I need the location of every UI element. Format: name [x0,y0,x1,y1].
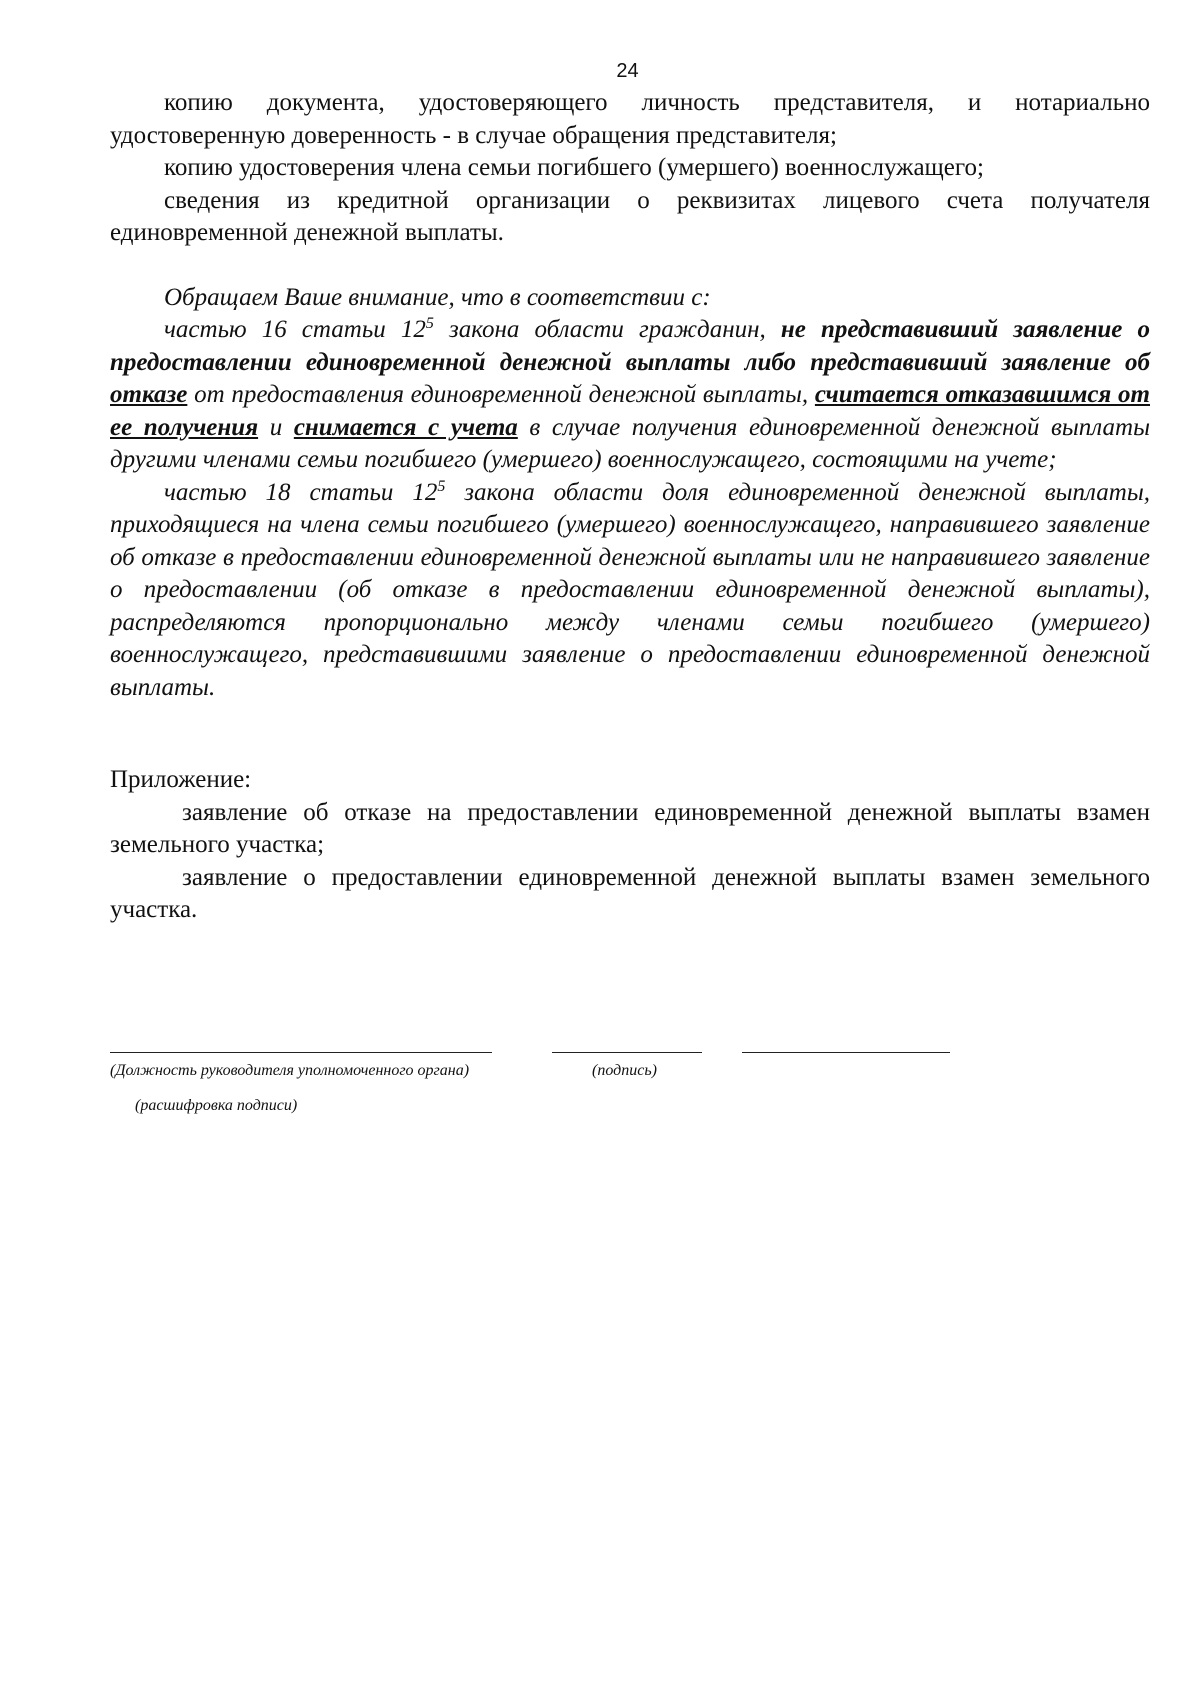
signature-label: (подпись) [592,1062,657,1079]
paragraph-family-certificate: копию удостоверения члена семьи погибшего (умершего) военнослужащего; [164,154,984,181]
notice-item-part16 [110,314,1150,477]
notice-text: и [258,413,294,441]
signature-line [552,1052,702,1053]
superscript: 5 [437,477,446,495]
document-body [110,87,1150,927]
notice-text: закона области доля единовременной денежной выплаты, приходящиеся на члена семьи погибшего (умершего) военнослужащего, направившего заявление об отказе в предоставлении единовременной денежной выплаты или не направившего заявление о предоставлении (об отказе в предоставлении единовременной денежной выплаты), распределяются пропорционально между членами семьи погибшего (умершего) военнослужащего, представившими заявление о предоставлении единовременной денежной выплаты. [110,478,1151,701]
superscript: 5 [425,315,434,332]
notice-emphasis: не представивший заявление о предоставлении единовременной денежной выплаты либо представивший заявление об [110,316,1151,376]
paragraph-representative-docs: копию документа, удостоверяющего личность представителя, и нотариально удостоверенную доверенность - в случае обращения представителя; [110,89,1150,149]
notice-text: от предоставления единовременной денежной выплаты, [187,381,815,408]
notice-item-part18 [110,477,1150,705]
page-number: 24 [616,60,639,82]
decoding-label: (расшифровка подписи) [135,1097,298,1114]
appendix-item-application: заявление о предоставлении единовременной денежной выплаты взамен земельного участка. [110,863,1150,923]
notice-emphasis-underlined: снимается с учета [293,413,518,441]
appendix-heading: Приложение: [110,766,252,793]
notice-text: закона области гражданин, [433,316,781,343]
notice-intro: Обращаем Ваше внимание, что в соответствии с: [164,283,711,311]
notice-emphasis-underlined: отказе [110,381,188,408]
position-label: (Должность руководителя уполномоченного органа) [110,1062,470,1079]
paragraph-bank-details: сведения из кредитной организации о реквизитах лицевого счета получателя единовременной денежной выплаты. [110,186,1150,246]
appendix-item-refusal: заявление об отказе на предоставлении единовременной денежной выплаты взамен земельного участка; [110,798,1150,858]
decoding-line [742,1052,950,1053]
notice-text: частью 16 статьи 12 [164,316,426,343]
notice-text: частью 18 статьи 12 [164,478,438,506]
notice-text: в случае получения единовременной денежной выплаты другими членами семьи погибшего (умершего) военнослужащего, состоящими на учете; [110,413,1151,473]
position-line [110,1052,492,1053]
notice-emphasis-underlined: считается отказавшимся от ее получения [110,381,1150,441]
